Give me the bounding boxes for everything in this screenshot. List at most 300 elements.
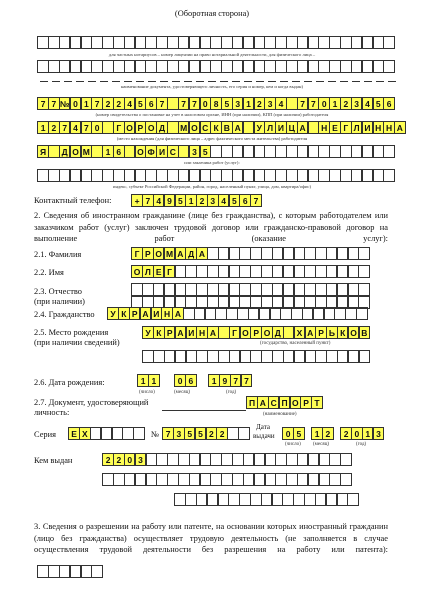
dash-segment [292, 81, 300, 82]
form-cell [315, 247, 327, 260]
patronymic-sub: (при наличии) [34, 297, 85, 306]
form-cell: 6 [113, 145, 125, 158]
form-cell: 1 [362, 427, 374, 440]
issue-day-cap: (число) [285, 442, 301, 447]
form-cell: Н [161, 307, 173, 320]
form-cell [146, 473, 158, 486]
issued-by-row-2 [103, 473, 352, 486]
form-cell: Г [113, 121, 125, 134]
form-cell [239, 247, 251, 260]
form-cell [337, 283, 349, 296]
form-cell [304, 247, 316, 260]
form-cell: 7 [230, 374, 242, 387]
form-cell [124, 36, 136, 49]
address-row-2 [38, 145, 395, 158]
form-cell [194, 307, 206, 320]
form-cell: М [81, 145, 93, 158]
form-cell [326, 283, 338, 296]
form-cell [48, 60, 60, 73]
dash-segment [136, 81, 144, 82]
form-cell [207, 350, 219, 363]
form-cell: О [153, 247, 165, 260]
form-cell: У [254, 121, 266, 134]
form-cell: 7 [297, 97, 309, 110]
form-cell: 1 [37, 121, 49, 134]
form-cell [218, 283, 230, 296]
dash-segment [316, 81, 324, 82]
birthplace-label: 2.5. Место рождения [34, 328, 109, 337]
form-cell [232, 453, 244, 466]
form-cell: К [210, 121, 222, 134]
form-cell: Н [196, 326, 208, 339]
form-cell [308, 121, 320, 134]
form-cell: Х [79, 427, 91, 440]
form-cell [302, 307, 314, 320]
issue-date-label-1: Дата [256, 423, 270, 431]
form-cell [250, 350, 262, 363]
doc-label-2: личность: [34, 408, 70, 417]
form-cell: С [167, 145, 179, 158]
dash-segment [388, 81, 396, 82]
form-cell: 5 [373, 97, 385, 110]
form-cell [383, 145, 395, 158]
form-cell [329, 169, 341, 182]
number-label: № [151, 430, 159, 439]
series-label: Серия [34, 430, 56, 439]
reg-number-row [38, 97, 395, 110]
form-cell: 5 [135, 97, 147, 110]
form-cell: 4 [124, 97, 136, 110]
form-cell: Х [294, 326, 306, 339]
birthplace-row-2 [143, 350, 370, 363]
form-cell [221, 145, 233, 158]
form-cell: Е [329, 121, 341, 134]
form-cell: В [221, 121, 233, 134]
form-cell [243, 473, 255, 486]
form-cell [239, 265, 251, 278]
form-cell [356, 307, 368, 320]
form-cell: У [107, 307, 119, 320]
form-cell [340, 473, 352, 486]
form-cell: Д [59, 145, 71, 158]
form-cell: 3 [264, 97, 276, 110]
form-cell [135, 169, 147, 182]
form-cell: 5 [293, 427, 305, 440]
dash-segment [184, 81, 192, 82]
name-row-2 [132, 283, 370, 296]
form-cell: Г [340, 121, 352, 134]
form-cell [294, 350, 306, 363]
form-cell [329, 36, 341, 49]
form-cell [340, 36, 352, 49]
citizenship-label: 2.4. Гражданство [34, 310, 95, 319]
form-cell: 1 [329, 97, 341, 110]
form-cell [113, 36, 125, 49]
form-cell [91, 145, 103, 158]
form-cell [308, 473, 320, 486]
form-cell [102, 121, 114, 134]
form-cell [248, 307, 260, 320]
form-cell: 1 [148, 374, 160, 387]
form-cell [326, 493, 338, 506]
form-cell: 7 [48, 97, 60, 110]
address-note-2: или заказчика работ (услуг): [184, 160, 240, 165]
form-cell: 0 [200, 97, 212, 110]
form-cell [221, 169, 233, 182]
form-cell [261, 283, 273, 296]
form-cell [185, 493, 197, 506]
form-cell [228, 493, 240, 506]
dash-segment [88, 81, 96, 82]
form-cell: 5 [175, 194, 187, 207]
form-cell: О [145, 121, 157, 134]
form-cell: Л [351, 121, 363, 134]
form-cell [362, 36, 374, 49]
notary-note: для частных нотариусов – номер лицензии на право нотариальной деятельности, для физического лица – [108, 52, 316, 57]
form-cell [167, 453, 179, 466]
form-cell [239, 283, 251, 296]
form-cell [272, 493, 284, 506]
form-cell [70, 169, 82, 182]
form-cell [286, 60, 298, 73]
form-cell [200, 169, 212, 182]
address-row-1 [38, 121, 406, 134]
form-cell [373, 60, 385, 73]
form-cell [124, 169, 136, 182]
form-cell [135, 36, 147, 49]
form-cell: 4 [70, 121, 82, 134]
form-cell: О [348, 326, 360, 339]
form-cell: О [261, 326, 273, 339]
form-cell [189, 453, 201, 466]
form-cell [261, 247, 273, 260]
form-cell [167, 169, 179, 182]
form-cell: П [246, 396, 258, 409]
form-cell [200, 453, 212, 466]
form-cell [324, 307, 336, 320]
form-cell [305, 350, 317, 363]
birth-day-row [138, 374, 160, 387]
form-cell: Т [311, 396, 323, 409]
form-cell [90, 427, 102, 440]
form-cell: И [275, 121, 287, 134]
form-cell: 7 [308, 97, 320, 110]
form-cell [218, 350, 230, 363]
form-cell: 7 [156, 97, 168, 110]
form-cell [283, 326, 295, 339]
form-cell [153, 283, 165, 296]
form-cell: 0 [351, 427, 363, 440]
form-cell: О [189, 121, 201, 134]
form-cell [167, 97, 179, 110]
form-cell [174, 493, 186, 506]
form-cell: 1 [102, 145, 114, 158]
form-cell [329, 453, 341, 466]
form-cell [178, 453, 190, 466]
form-cell: Р [142, 247, 154, 260]
form-cell: А [257, 396, 269, 409]
form-cell [164, 283, 176, 296]
form-cell: Р [315, 326, 327, 339]
dash-line-1 [40, 81, 400, 82]
form-cell: Д [272, 326, 284, 339]
form-cell [156, 473, 168, 486]
birthplace-note: (государство, населенный пункт) [260, 341, 331, 346]
form-cell [207, 247, 219, 260]
form-cell [318, 36, 330, 49]
form-cell [373, 145, 385, 158]
form-cell [215, 307, 227, 320]
form-cell [185, 265, 197, 278]
issued-by-row-3 [175, 493, 359, 506]
form-cell: А [175, 247, 187, 260]
dash-segment [280, 81, 288, 82]
form-cell: + [131, 194, 143, 207]
dash-segment [256, 81, 264, 82]
form-cell: 0 [282, 427, 294, 440]
dash-segment [352, 81, 360, 82]
dash-segment [220, 81, 228, 82]
form-cell [313, 307, 325, 320]
form-cell [156, 36, 168, 49]
form-cell: 7 [91, 97, 103, 110]
form-cell: А [394, 121, 406, 134]
form-cell: Р [250, 326, 262, 339]
form-cell [326, 350, 338, 363]
form-cell [81, 36, 93, 49]
form-cell: 2 [216, 427, 228, 440]
form-cell [81, 60, 93, 73]
form-cell: А [232, 121, 244, 134]
form-cell: 2 [254, 97, 266, 110]
form-cell [175, 350, 187, 363]
form-cell: А [140, 307, 152, 320]
form-cell: Я [37, 145, 49, 158]
form-cell [183, 307, 195, 320]
form-cell: 2 [102, 453, 114, 466]
form-cell [283, 350, 295, 363]
form-cell: А [196, 247, 208, 260]
form-cell [189, 473, 201, 486]
address-note-3: индекс, субъект Российской Федерации, район, город, населенный пункт, улица, дом, квартира/офис) [112, 184, 311, 189]
form-cell [48, 565, 60, 578]
form-cell [265, 473, 277, 486]
form-cell [264, 60, 276, 73]
form-cell [329, 60, 341, 73]
form-cell: 1 [137, 374, 149, 387]
empty-row-1 [38, 36, 395, 49]
form-cell [308, 60, 320, 73]
form-cell [221, 473, 233, 486]
birthplace-row [143, 326, 370, 339]
form-cell: Н [318, 121, 330, 134]
form-cell [142, 283, 154, 296]
form-cell [282, 493, 294, 506]
issued-by-row-1 [103, 453, 352, 466]
birth-year-row [209, 374, 252, 387]
form-cell [362, 145, 374, 158]
form-cell [145, 36, 157, 49]
form-cell: 3 [207, 194, 219, 207]
form-cell [102, 169, 114, 182]
form-cell: 1 [185, 194, 197, 207]
form-cell: 4 [275, 97, 287, 110]
phone-label: Контактный телефон: [34, 196, 112, 205]
form-cell [308, 169, 320, 182]
form-cell [345, 307, 357, 320]
form-cell [315, 265, 327, 278]
form-cell: Р [129, 307, 141, 320]
form-cell [347, 493, 359, 506]
form-cell [124, 145, 136, 158]
birth-month-row [175, 374, 197, 387]
form-cell [286, 453, 298, 466]
form-cell [264, 145, 276, 158]
form-cell: 7 [241, 374, 253, 387]
form-cell: 2 [340, 97, 352, 110]
form-cell [373, 36, 385, 49]
form-cell [315, 283, 327, 296]
form-cell [315, 350, 327, 363]
form-cell [272, 350, 284, 363]
form-cell: К [153, 326, 165, 339]
form-cell [237, 307, 249, 320]
form-cell [261, 493, 273, 506]
dash-segment [304, 81, 312, 82]
doc-label-1: 2.7. Документ, удостоверяющий [34, 398, 149, 407]
form-cell [164, 350, 176, 363]
form-cell [37, 565, 49, 578]
form-cell: 2 [322, 427, 334, 440]
form-cell [283, 265, 295, 278]
form-cell [122, 427, 134, 440]
form-cell [167, 60, 179, 73]
form-cell: 0 [318, 97, 330, 110]
form-cell [218, 326, 230, 339]
form-cell: 1 [208, 374, 220, 387]
form-cell [59, 36, 71, 49]
form-cell [200, 36, 212, 49]
form-cell: В [359, 326, 371, 339]
form-cell: 2 [113, 453, 125, 466]
form-cell [102, 36, 114, 49]
form-cell [70, 60, 82, 73]
dash-segment [160, 81, 168, 82]
empty-row-2 [38, 60, 395, 73]
form-cell: 3 [351, 97, 363, 110]
form-cell: 2 [113, 97, 125, 110]
form-cell: 0 [70, 97, 82, 110]
form-cell: О [131, 265, 143, 278]
form-cell [146, 453, 158, 466]
form-cell [270, 307, 282, 320]
form-cell: 6 [145, 97, 157, 110]
form-cell: М [164, 247, 176, 260]
form-cell: 7 [142, 194, 154, 207]
form-cell [113, 60, 125, 73]
dash-segment [40, 81, 48, 82]
form-cell [297, 453, 309, 466]
form-cell [318, 145, 330, 158]
form-cell: 9 [164, 194, 176, 207]
form-cell [205, 307, 217, 320]
form-cell: Л [264, 121, 276, 134]
form-cell [113, 473, 125, 486]
form-cell [167, 36, 179, 49]
form-cell: 3 [173, 427, 185, 440]
form-cell [175, 265, 187, 278]
form-cell [304, 265, 316, 278]
form-cell: О [290, 396, 302, 409]
dash-segment [244, 81, 252, 82]
form-cell [348, 350, 360, 363]
doc-type-row [247, 396, 323, 409]
form-cell: И [186, 326, 198, 339]
form-cell: 6 [383, 97, 395, 110]
form-cell [362, 60, 374, 73]
form-cell [232, 169, 244, 182]
form-cell: М [178, 121, 190, 134]
form-cell [145, 169, 157, 182]
form-cell: 4 [218, 194, 230, 207]
form-cell: 4 [362, 97, 374, 110]
form-cell [308, 145, 320, 158]
form-cell [264, 169, 276, 182]
form-cell [243, 145, 255, 158]
form-cell [91, 60, 103, 73]
patronymic-label: 2.3. Отчество [34, 287, 82, 296]
form-cell: 2 [48, 121, 60, 134]
page-header: (Оборотная сторона) [174, 9, 250, 18]
form-cell [358, 247, 370, 260]
form-cell: А [305, 326, 317, 339]
form-cell [131, 283, 143, 296]
form-cell [261, 265, 273, 278]
form-cell: Е [68, 427, 80, 440]
form-cell [240, 350, 252, 363]
form-cell [189, 36, 201, 49]
form-cell: Н [373, 121, 385, 134]
form-cell: 2 [102, 97, 114, 110]
form-cell: Ь [326, 326, 338, 339]
form-cell [261, 350, 273, 363]
form-cell: 7 [37, 97, 49, 110]
form-cell [178, 145, 190, 158]
form-cell [254, 473, 266, 486]
form-cell: И [151, 307, 163, 320]
surname-row [132, 247, 370, 260]
form-cell: № [59, 98, 70, 109]
form-cell [207, 283, 219, 296]
form-cell [59, 565, 71, 578]
form-cell [91, 36, 103, 49]
issue-year-row [341, 427, 384, 440]
form-cell [232, 145, 244, 158]
form-cell: 3 [373, 427, 385, 440]
form-cell [250, 247, 262, 260]
form-cell [59, 169, 71, 182]
form-cell [200, 473, 212, 486]
form-cell: 5 [195, 427, 207, 440]
form-cell [275, 145, 287, 158]
form-cell [178, 36, 190, 49]
dash-segment [208, 81, 216, 82]
form-cell [337, 350, 349, 363]
form-cell [348, 247, 360, 260]
form-cell [291, 307, 303, 320]
form-cell [359, 350, 371, 363]
dash-segment [172, 81, 180, 82]
